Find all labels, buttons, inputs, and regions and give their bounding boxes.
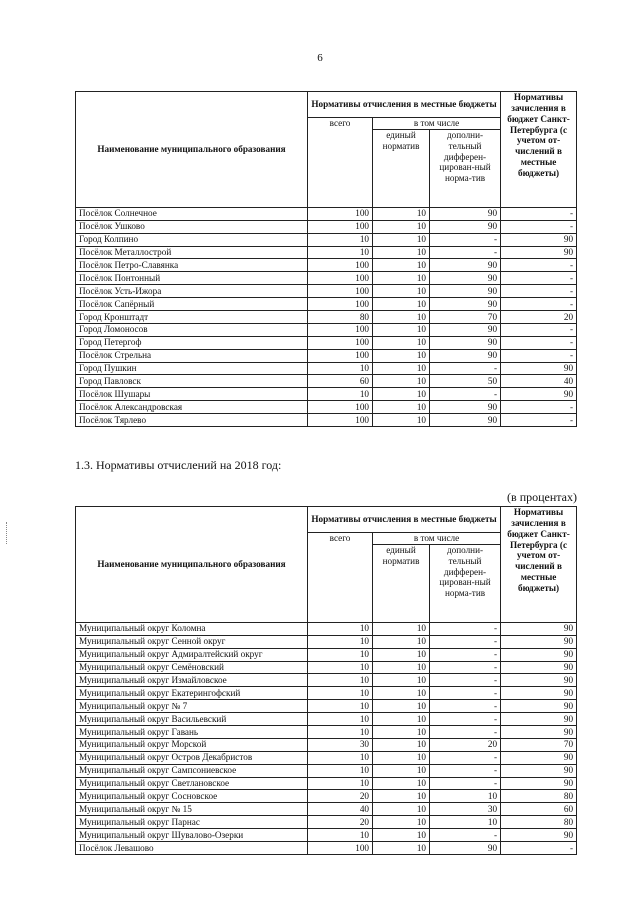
- margin-mark: [6, 522, 9, 544]
- table-row: [76, 272, 577, 285]
- cell-unified: 10: [373, 764, 430, 777]
- cell-differentiated: 90: [430, 414, 501, 427]
- cell-unified: 10: [373, 738, 430, 751]
- cell-total: 20: [308, 816, 373, 829]
- header-differentiated: дополни-тельный дифферен-цирован-ный норма-тив: [430, 129, 501, 207]
- cell-spb: 90: [501, 713, 577, 726]
- cell-differentiated: 90: [430, 401, 501, 414]
- cell-unified: 10: [373, 687, 430, 700]
- cell-spb: -: [501, 220, 577, 233]
- table-row: [76, 635, 577, 648]
- table-row: [76, 401, 577, 414]
- cell-spb: 90: [501, 233, 577, 246]
- cell-differentiated: -: [430, 764, 501, 777]
- table-row: [76, 751, 577, 764]
- cell-spb: 70: [501, 738, 577, 751]
- cell-spb: 20: [501, 310, 577, 323]
- cell-spb: 90: [501, 648, 577, 661]
- cell-municipality-name: Муниципальный округ Семёновский: [76, 661, 308, 674]
- cell-unified: 10: [373, 414, 430, 427]
- cell-unified: 10: [373, 233, 430, 246]
- table-row: [76, 285, 577, 298]
- cell-total: 10: [308, 233, 373, 246]
- header-name-col: Наименование муниципального образования: [76, 507, 308, 623]
- header-unified: единый норматив: [373, 544, 430, 622]
- header-local-group: Нормативы отчисления в местные бюджеты: [308, 92, 501, 118]
- cell-unified: 10: [373, 674, 430, 687]
- cell-unified: 10: [373, 700, 430, 713]
- cell-spb: -: [501, 401, 577, 414]
- cell-total: 10: [308, 764, 373, 777]
- cell-municipality-name: Город Ломоносов: [76, 323, 308, 336]
- cell-unified: 10: [373, 725, 430, 738]
- cell-municipality-name: Муниципальный округ Сосновское: [76, 790, 308, 803]
- cell-total: 10: [308, 648, 373, 661]
- cell-spb: -: [501, 298, 577, 311]
- cell-municipality-name: Муниципальный округ Коломна: [76, 622, 308, 635]
- cell-unified: 10: [373, 349, 430, 362]
- cell-spb: 90: [501, 777, 577, 790]
- cell-differentiated: -: [430, 713, 501, 726]
- cell-differentiated: 90: [430, 207, 501, 220]
- cell-differentiated: -: [430, 246, 501, 259]
- cell-unified: 10: [373, 285, 430, 298]
- table-row: [76, 388, 577, 401]
- cell-unified: 10: [373, 259, 430, 272]
- table-row: [76, 336, 577, 349]
- cell-municipality-name: Город Кронштадт: [76, 310, 308, 323]
- cell-total: 100: [308, 401, 373, 414]
- cell-total: 80: [308, 310, 373, 323]
- cell-total: 10: [308, 661, 373, 674]
- table-row: [76, 362, 577, 375]
- table-row: [76, 829, 577, 842]
- cell-total: 100: [308, 272, 373, 285]
- cell-unified: 10: [373, 323, 430, 336]
- cell-differentiated: -: [430, 233, 501, 246]
- cell-unified: 10: [373, 842, 430, 855]
- cell-differentiated: 90: [430, 349, 501, 362]
- cell-total: 20: [308, 790, 373, 803]
- cell-spb: 90: [501, 764, 577, 777]
- header-local-group: Нормативы отчисления в местные бюджеты: [308, 507, 501, 533]
- table-row: [76, 259, 577, 272]
- cell-differentiated: 90: [430, 220, 501, 233]
- cell-municipality-name: Посёлок Шушары: [76, 388, 308, 401]
- cell-municipality-name: Посёлок Левашово: [76, 842, 308, 855]
- cell-municipality-name: Посёлок Стрельна: [76, 349, 308, 362]
- cell-municipality-name: Муниципальный округ Парнас: [76, 816, 308, 829]
- cell-spb: 90: [501, 700, 577, 713]
- cell-differentiated: 90: [430, 285, 501, 298]
- header-spb-col: Нормативы зачисления в бюджет Санкт-Петербурга (с учетом от-числений в местные бюджеты): [501, 507, 577, 623]
- cell-differentiated: -: [430, 829, 501, 842]
- cell-unified: 10: [373, 310, 430, 323]
- cell-municipality-name: Посёлок Усть-Ижора: [76, 285, 308, 298]
- cell-differentiated: -: [430, 751, 501, 764]
- cell-differentiated: -: [430, 687, 501, 700]
- cell-total: 10: [308, 713, 373, 726]
- table-row: [76, 777, 577, 790]
- cell-spb: -: [501, 207, 577, 220]
- table-row: [76, 648, 577, 661]
- cell-spb: -: [501, 285, 577, 298]
- cell-total: 40: [308, 803, 373, 816]
- cell-municipality-name: Муниципальный округ Сенной округ: [76, 635, 308, 648]
- section-title: 1.3. Нормативы отчислений на 2018 год:: [75, 458, 282, 472]
- cell-municipality-name: Город Пушкин: [76, 362, 308, 375]
- cell-total: 100: [308, 259, 373, 272]
- cell-unified: 10: [373, 388, 430, 401]
- cell-municipality-name: Муниципальный округ Адмиралтейский округ: [76, 648, 308, 661]
- table-row: [76, 220, 577, 233]
- cell-municipality-name: Муниципальный округ Остров Декабристов: [76, 751, 308, 764]
- cell-unified: 10: [373, 401, 430, 414]
- cell-total: 100: [308, 207, 373, 220]
- cell-municipality-name: Муниципальный округ Екатерингофский: [76, 687, 308, 700]
- header-differentiated: дополни-тельный дифферен-цирован-ный норма-тив: [430, 544, 501, 622]
- cell-total: 10: [308, 700, 373, 713]
- unit-note: (в процентах): [507, 490, 577, 504]
- cell-differentiated: 90: [430, 272, 501, 285]
- header-including: в том числе: [373, 118, 501, 130]
- table-row: [76, 842, 577, 855]
- table-row: [76, 700, 577, 713]
- table-row: [76, 790, 577, 803]
- cell-differentiated: -: [430, 661, 501, 674]
- table-row: [76, 349, 577, 362]
- cell-differentiated: -: [430, 777, 501, 790]
- cell-differentiated: -: [430, 388, 501, 401]
- cell-unified: 10: [373, 751, 430, 764]
- cell-spb: 90: [501, 622, 577, 635]
- table-row: [76, 246, 577, 259]
- cell-differentiated: -: [430, 362, 501, 375]
- cell-municipality-name: Посёлок Петро-Славянка: [76, 259, 308, 272]
- cell-differentiated: 70: [430, 310, 501, 323]
- cell-unified: 10: [373, 648, 430, 661]
- cell-differentiated: 90: [430, 259, 501, 272]
- cell-spb: 90: [501, 829, 577, 842]
- cell-unified: 10: [373, 803, 430, 816]
- table-row: [76, 622, 577, 635]
- cell-unified: 10: [373, 362, 430, 375]
- table-row: [76, 414, 577, 427]
- cell-differentiated: 90: [430, 323, 501, 336]
- cell-unified: 10: [373, 272, 430, 285]
- cell-unified: 10: [373, 790, 430, 803]
- cell-differentiated: -: [430, 648, 501, 661]
- cell-spb: -: [501, 336, 577, 349]
- cell-spb: -: [501, 349, 577, 362]
- table-row: [76, 687, 577, 700]
- header-name-col: Наименование муниципального образования: [76, 92, 308, 208]
- cell-unified: 10: [373, 298, 430, 311]
- cell-municipality-name: Муниципальный округ Гавань: [76, 725, 308, 738]
- cell-municipality-name: Муниципальный округ Морской: [76, 738, 308, 751]
- header-total: всего: [308, 533, 373, 623]
- cell-spb: 90: [501, 388, 577, 401]
- cell-municipality-name: Муниципальный округ Сампсониевское: [76, 764, 308, 777]
- cell-total: 100: [308, 298, 373, 311]
- cell-municipality-name: Муниципальный округ Светлановское: [76, 777, 308, 790]
- cell-municipality-name: Посёлок Металлострой: [76, 246, 308, 259]
- cell-unified: 10: [373, 246, 430, 259]
- cell-total: 60: [308, 375, 373, 388]
- cell-municipality-name: Город Колпино: [76, 233, 308, 246]
- cell-spb: -: [501, 323, 577, 336]
- cell-differentiated: 30: [430, 803, 501, 816]
- cell-municipality-name: Муниципальный округ № 7: [76, 700, 308, 713]
- cell-spb: 90: [501, 635, 577, 648]
- cell-spb: -: [501, 842, 577, 855]
- cell-municipality-name: Посёлок Александровская: [76, 401, 308, 414]
- cell-spb: -: [501, 414, 577, 427]
- cell-total: 10: [308, 687, 373, 700]
- cell-total: 10: [308, 829, 373, 842]
- cell-municipality-name: Город Павловск: [76, 375, 308, 388]
- cell-total: 10: [308, 751, 373, 764]
- table-row: [76, 207, 577, 220]
- cell-municipality-name: Муниципальный округ Шувалово-Озерки: [76, 829, 308, 842]
- cell-unified: 10: [373, 816, 430, 829]
- cell-spb: -: [501, 259, 577, 272]
- cell-municipality-name: Муниципальный округ Васильевский: [76, 713, 308, 726]
- cell-unified: 10: [373, 661, 430, 674]
- cell-municipality-name: Посёлок Понтонный: [76, 272, 308, 285]
- table-body: [76, 207, 577, 426]
- cell-differentiated: 90: [430, 842, 501, 855]
- cell-unified: 10: [373, 622, 430, 635]
- table-row: [76, 713, 577, 726]
- cell-total: 10: [308, 725, 373, 738]
- cell-differentiated: 20: [430, 738, 501, 751]
- header-including: в том числе: [373, 533, 501, 545]
- table-row: [76, 738, 577, 751]
- norms-table-2018: [75, 506, 577, 855]
- cell-total: 10: [308, 622, 373, 635]
- cell-municipality-name: Посёлок Тярлево: [76, 414, 308, 427]
- cell-total: 100: [308, 349, 373, 362]
- cell-total: 100: [308, 414, 373, 427]
- table-row: [76, 233, 577, 246]
- cell-differentiated: -: [430, 725, 501, 738]
- cell-total: 100: [308, 323, 373, 336]
- cell-unified: 10: [373, 207, 430, 220]
- cell-unified: 10: [373, 336, 430, 349]
- cell-spb: 90: [501, 246, 577, 259]
- table-row: [76, 298, 577, 311]
- cell-total: 10: [308, 388, 373, 401]
- cell-total: 10: [308, 246, 373, 259]
- table-row: [76, 323, 577, 336]
- cell-municipality-name: Посёлок Ушково: [76, 220, 308, 233]
- cell-municipality-name: Посёлок Сапёрный: [76, 298, 308, 311]
- cell-spb: 80: [501, 790, 577, 803]
- cell-unified: 10: [373, 713, 430, 726]
- cell-differentiated: 50: [430, 375, 501, 388]
- cell-differentiated: -: [430, 674, 501, 687]
- table-row: [76, 375, 577, 388]
- cell-spb: 90: [501, 661, 577, 674]
- cell-unified: 10: [373, 777, 430, 790]
- table-row: [76, 764, 577, 777]
- table-row: [76, 725, 577, 738]
- header-total: всего: [308, 118, 373, 208]
- cell-unified: 10: [373, 375, 430, 388]
- cell-total: 100: [308, 336, 373, 349]
- cell-municipality-name: Город Петергоф: [76, 336, 308, 349]
- cell-differentiated: -: [430, 622, 501, 635]
- cell-unified: 10: [373, 220, 430, 233]
- cell-spb: 80: [501, 816, 577, 829]
- header-unified: единый норматив: [373, 129, 430, 207]
- cell-differentiated: -: [430, 635, 501, 648]
- table-row: [76, 661, 577, 674]
- cell-total: 10: [308, 635, 373, 648]
- cell-differentiated: 10: [430, 816, 501, 829]
- cell-spb: 90: [501, 751, 577, 764]
- header-spb-col: Нормативы зачисления в бюджет Санкт-Петербурга (с учетом от-числений в местные бюджеты): [501, 92, 577, 208]
- cell-total: 10: [308, 777, 373, 790]
- cell-spb: 90: [501, 725, 577, 738]
- cell-total: 10: [308, 362, 373, 375]
- table-row: [76, 310, 577, 323]
- cell-total: 100: [308, 285, 373, 298]
- cell-municipality-name: Муниципальный округ Измайловское: [76, 674, 308, 687]
- cell-differentiated: 10: [430, 790, 501, 803]
- table-row: [76, 803, 577, 816]
- cell-spb: 90: [501, 687, 577, 700]
- table-body: [76, 622, 577, 854]
- norms-table-2017: [75, 91, 577, 427]
- cell-municipality-name: Посёлок Солнечное: [76, 207, 308, 220]
- cell-total: 30: [308, 738, 373, 751]
- cell-spb: 90: [501, 362, 577, 375]
- cell-spb: 40: [501, 375, 577, 388]
- cell-spb: -: [501, 272, 577, 285]
- page-number: 6: [317, 52, 323, 64]
- table-row: [76, 816, 577, 829]
- cell-differentiated: -: [430, 700, 501, 713]
- cell-unified: 10: [373, 829, 430, 842]
- cell-spb: 60: [501, 803, 577, 816]
- cell-differentiated: 90: [430, 298, 501, 311]
- cell-unified: 10: [373, 635, 430, 648]
- table-row: [76, 674, 577, 687]
- cell-total: 100: [308, 842, 373, 855]
- cell-total: 10: [308, 674, 373, 687]
- cell-differentiated: 90: [430, 336, 501, 349]
- cell-total: 100: [308, 220, 373, 233]
- cell-municipality-name: Муниципальный округ № 15: [76, 803, 308, 816]
- cell-spb: 90: [501, 674, 577, 687]
